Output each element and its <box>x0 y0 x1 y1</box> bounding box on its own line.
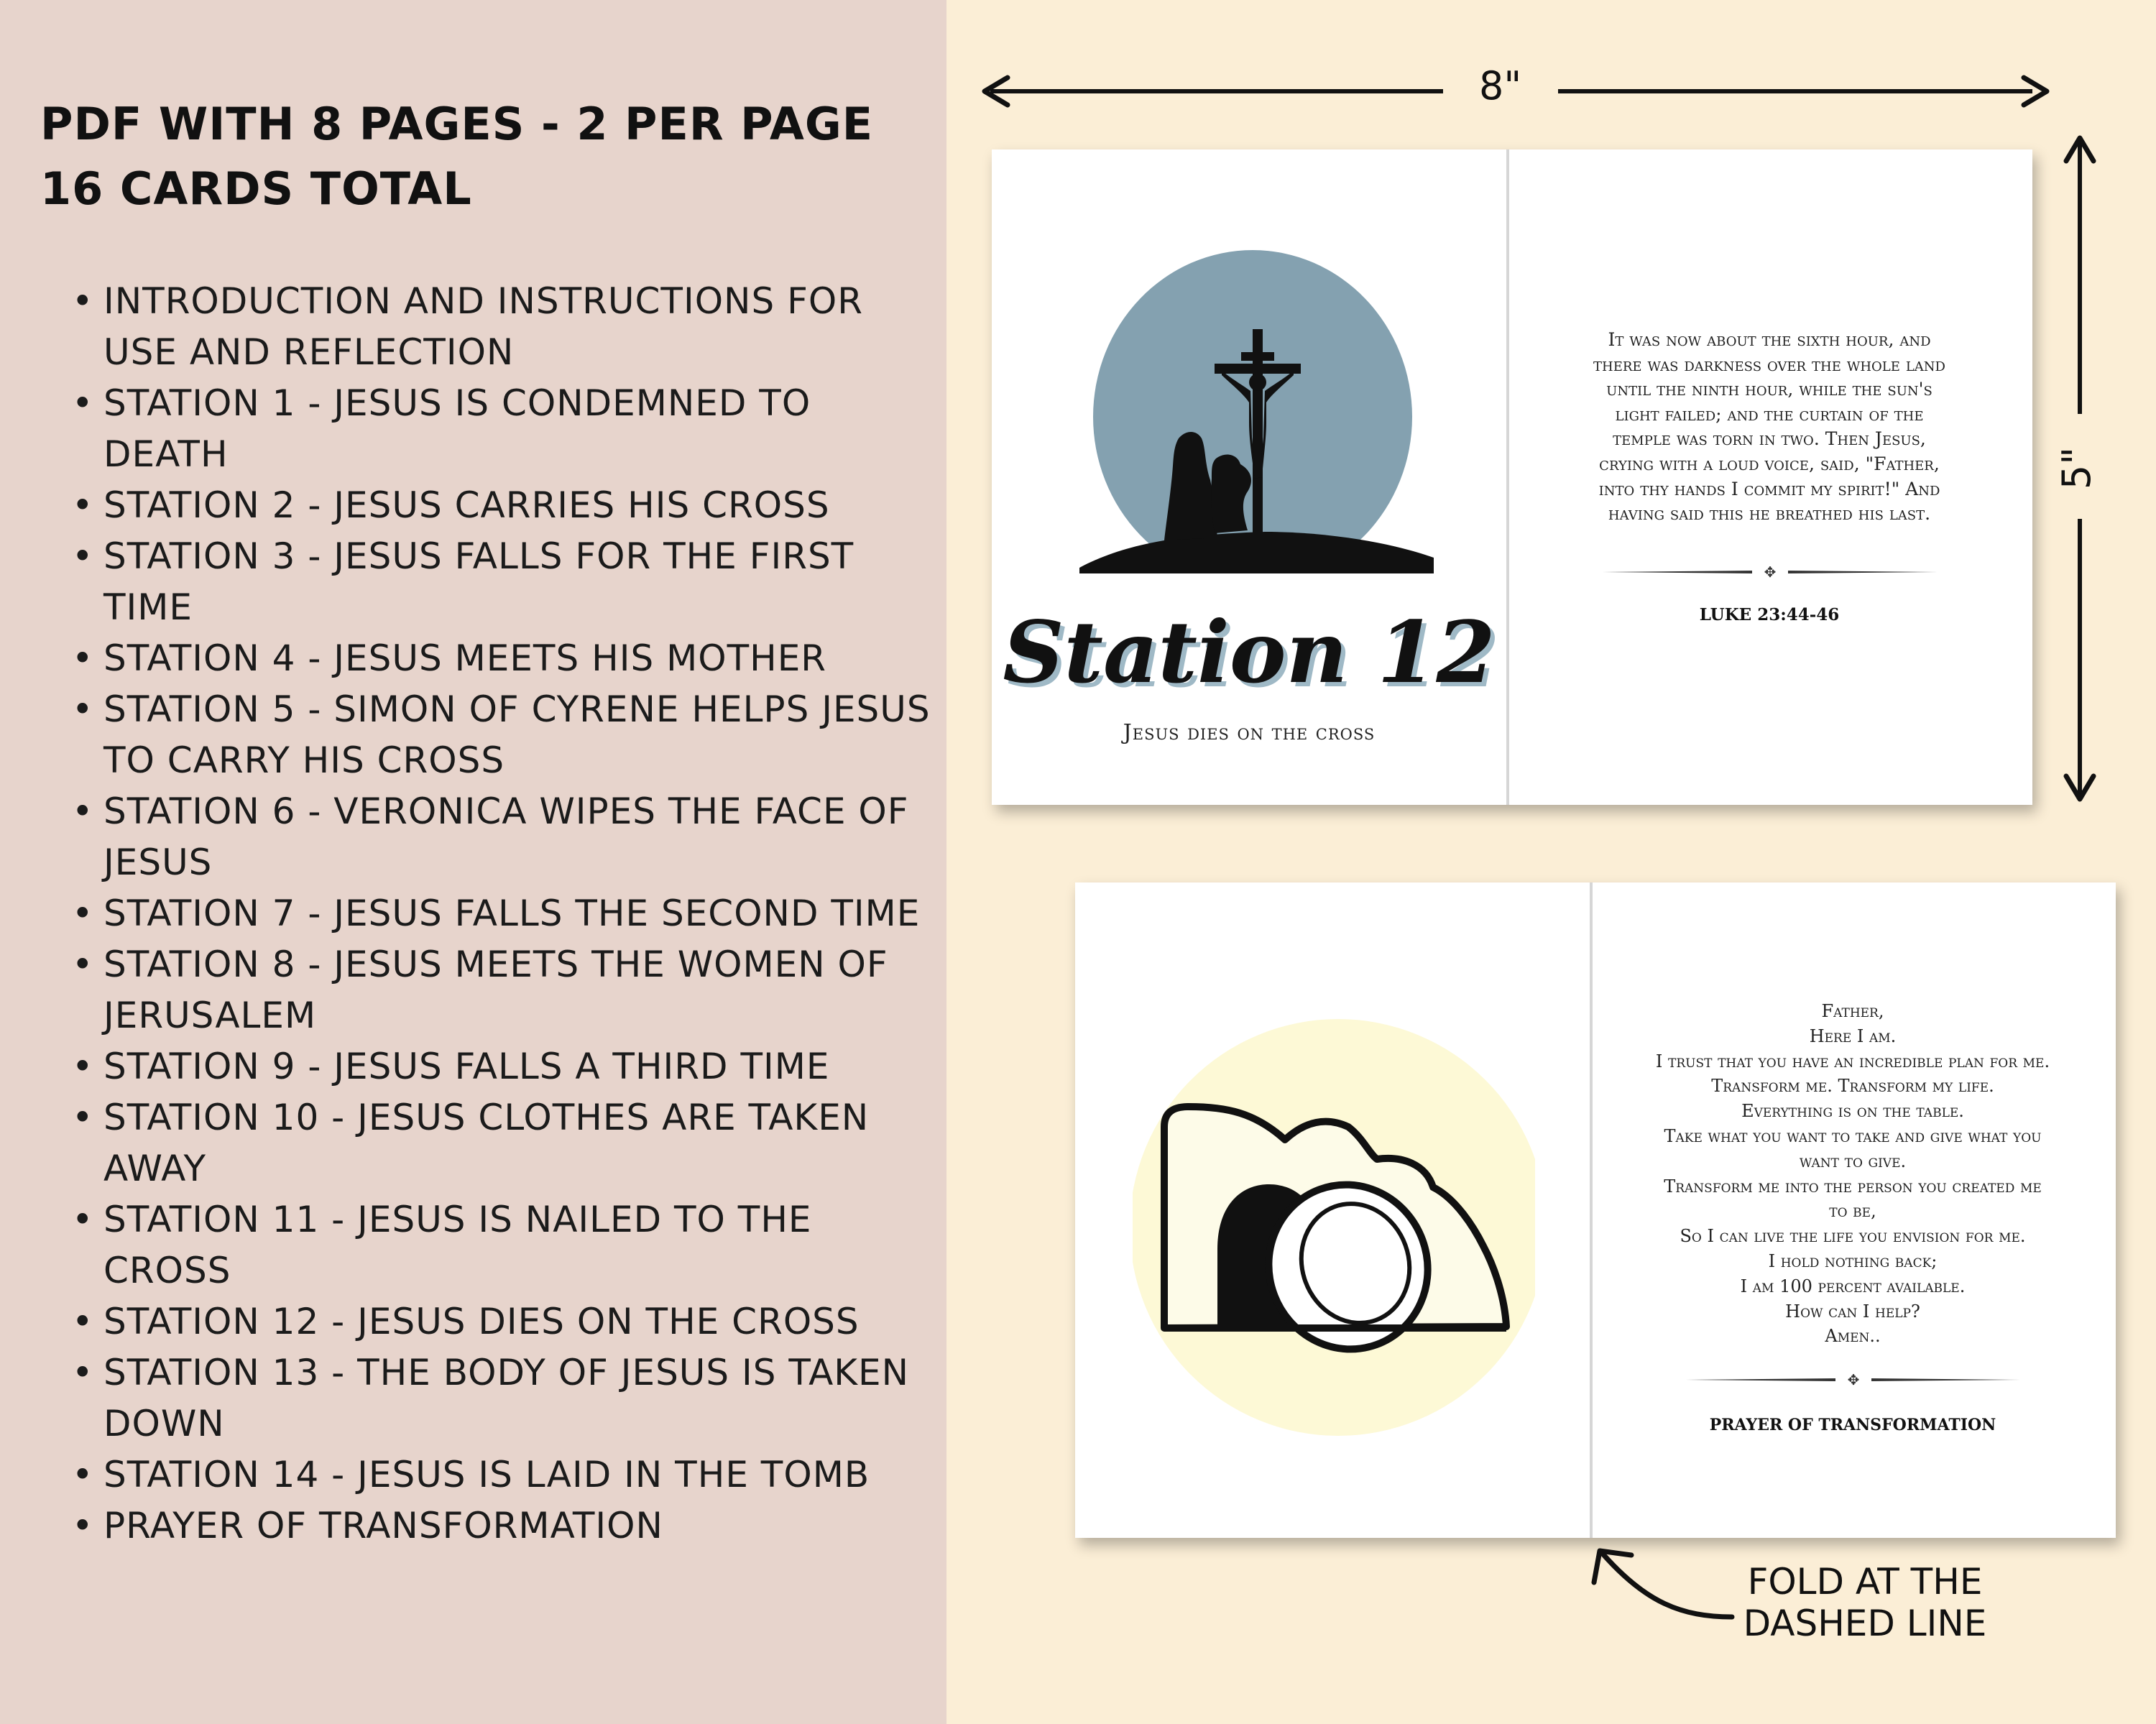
scripture-line: until the ninth hour, while the sun's <box>1606 379 1932 400</box>
fold-note-line-1: FOLD AT THE <box>1747 1561 1983 1603</box>
list-item: • PRAYER OF TRANSFORMATION <box>66 1501 936 1552</box>
prayer-line: Transform me into the person you created me <box>1664 1176 2042 1197</box>
arrow-up-icon <box>2063 132 2096 168</box>
prayer-line: Everything is on the table. <box>1741 1101 1964 1122</box>
left-panel <box>0 0 946 1724</box>
prayer-line: Here I am. <box>1809 1025 1897 1046</box>
heading-line-2: 16 CARDS TOTAL <box>40 162 472 215</box>
list-item: • STATION 11 - JESUS IS NAILED TO THE CROSS <box>66 1194 936 1296</box>
list-item: • STATION 5 - SIMON OF CYRENE HELPS JESUS TO CARRY HIS CROSS <box>66 684 936 786</box>
crucifixion-illustration <box>1078 250 1437 588</box>
prayer-text <box>1590 999 2116 1349</box>
prayer-line: Transform me. Transform my life. <box>1711 1076 1994 1097</box>
prayer-line: How can I help? <box>1785 1301 1920 1322</box>
list-item: • STATION 14 - JESUS IS LAID IN THE TOMB <box>66 1449 936 1501</box>
width-label: 8" <box>1479 63 1522 109</box>
fold-note-line-2: DASHED LINE <box>1743 1603 1987 1644</box>
ornament-divider <box>1685 1371 2022 1388</box>
scripture-line: light failed; and the curtain of the <box>1615 403 1924 425</box>
height-dimension-line <box>2078 519 2082 796</box>
prayer-line: to be, <box>1829 1201 1876 1222</box>
heading <box>40 92 931 221</box>
scripture-line: into thy hands I commit my spirit!" And <box>1598 478 1940 499</box>
prayer-line: I hold nothing back; <box>1768 1250 1938 1271</box>
prayer-line: Father, <box>1821 1001 1884 1021</box>
width-dimension-line <box>990 89 1443 93</box>
list-item: • STATION 3 - JESUS FALLS FOR THE FIRST TIME <box>66 531 936 633</box>
prayer-line: I trust that you have an incredible plan for me. <box>1655 1051 2050 1071</box>
scripture-line: crying with a loud voice, said, "Father, <box>1599 453 1940 474</box>
svg-text:✥: ✥ <box>1764 563 1777 581</box>
station-card <box>992 149 2032 805</box>
list-item: • STATION 13 - THE BODY OF JESUS IS TAKEN DOWN <box>66 1347 936 1449</box>
list-item: • STATION 1 - JESUS IS CONDEMNED TO DEATH <box>66 378 936 480</box>
cross-vertical <box>1253 329 1263 552</box>
fold-note <box>1710 1561 2019 1644</box>
scripture-line: having said this he breathed his last. <box>1608 503 1931 525</box>
list-item: • STATION 9 - JESUS FALLS A THIRD TIME <box>66 1041 936 1092</box>
prayer-line: want to give. <box>1799 1151 1907 1171</box>
scripture-line: It was now about the sixth hour, and <box>1608 329 1931 350</box>
prayer-line: So I can live the life you envision for me. <box>1680 1226 2026 1247</box>
list-item: • INTRODUCTION AND INSTRUCTIONS FOR USE AND REFLECTION <box>66 276 936 378</box>
prayer-line: Take what you want to take and give what you <box>1664 1125 2042 1146</box>
height-dimension-line <box>2078 141 2082 414</box>
height-label: 5" <box>2054 446 2100 490</box>
list-item: • STATION 8 - JESUS MEETS THE WOMEN OF JERUSALEM <box>66 939 936 1041</box>
arrow-right-icon <box>2017 75 2053 108</box>
contents-list <box>66 276 936 1552</box>
list-item: • STATION 2 - JESUS CARRIES HIS CROSS <box>66 480 936 531</box>
list-item: • STATION 7 - JESUS FALLS THE SECOND TIME <box>66 888 936 939</box>
heading-line-1: PDF WITH 8 PAGES - 2 PER PAGE <box>40 98 874 150</box>
arrow-down-icon <box>2063 769 2096 805</box>
ornament-divider <box>1601 563 1939 581</box>
svg-text:✥: ✥ <box>1847 1371 1860 1388</box>
station-subtitle: Jesus dies on the cross <box>1123 720 1376 745</box>
arrow-left-icon <box>979 75 1015 108</box>
station-title: Station 12 <box>1003 602 1496 702</box>
prayer-line: Amen.. <box>1825 1326 1881 1347</box>
scripture-line: there was darkness over the whole land <box>1593 354 1945 375</box>
scripture-reference: LUKE 23:44-46 <box>1699 605 1840 624</box>
scripture-line: temple was torn in two. Then Jesus, <box>1613 428 1926 450</box>
list-item: • STATION 10 - JESUS CLOTHES ARE TAKEN AWAY <box>66 1092 936 1194</box>
scripture-text <box>1506 328 2032 527</box>
list-item: • STATION 12 - JESUS DIES ON THE CROSS <box>66 1296 936 1347</box>
prayer-line: I am 100 percent available. <box>1740 1276 1966 1296</box>
prayer-title: PRAYER OF TRANSFORMATION <box>1709 1416 1996 1434</box>
list-item: • STATION 4 - JESUS MEETS HIS MOTHER <box>66 633 936 684</box>
empty-tomb-illustration <box>1133 1012 1535 1443</box>
width-dimension-line <box>1558 89 2032 93</box>
prayer-card <box>1075 882 2116 1538</box>
list-item: • STATION 6 - VERONICA WIPES THE FACE OF JESUS <box>66 786 936 888</box>
cross-horizontal <box>1215 364 1301 374</box>
